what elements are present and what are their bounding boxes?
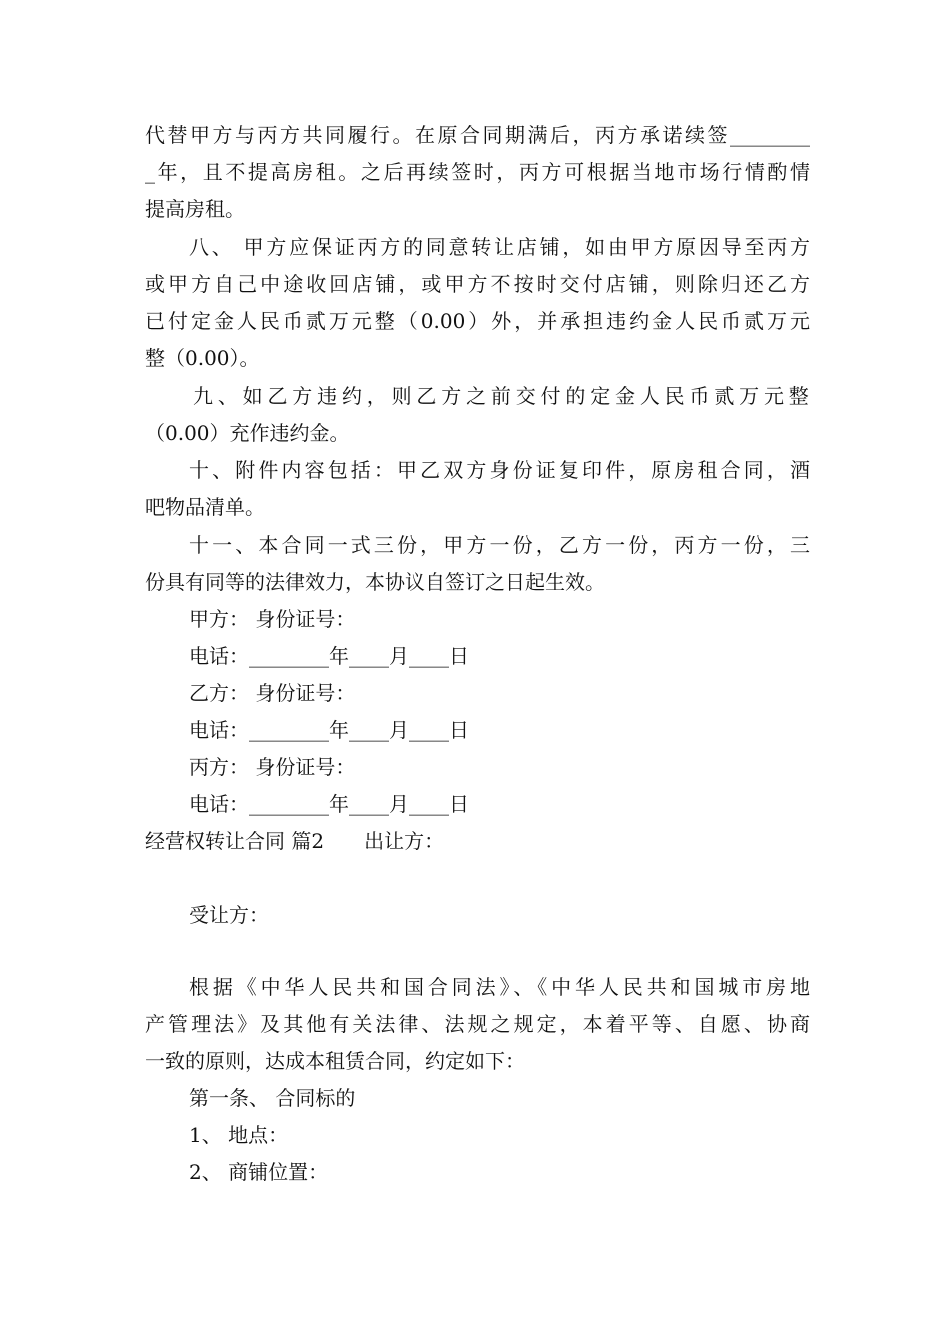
clause-ten-line: 十、附件内容包括：甲乙双方身份证复印件，原房租合同，酒 [189, 458, 810, 482]
item-shop-position: 2、 商铺位置： [189, 1160, 329, 1184]
party-b-id-line: 乙方： 身份证号： [189, 681, 356, 705]
clause-eight-line: 整（0.00）。 [145, 346, 260, 370]
basis-paragraph-line: 一致的原则，达成本租赁合同，约定如下： [145, 1049, 525, 1073]
clause-eight-line: 八、 甲方应保证丙方的同意转让店铺，如由甲方原因导至丙方 [189, 235, 810, 259]
party-b-phone-date-line: 电话：________年____月____日 [189, 718, 469, 742]
article-one-heading: 第一条、 合同标的 [189, 1086, 356, 1110]
clause-eleven-line: 份具有同等的法律效力，本协议自签订之日起生效。 [145, 570, 605, 594]
party-c-phone-date-line: 电话：________年____月____日 [189, 792, 469, 816]
clause-nine-line: （0.00）充作违约金。 [145, 421, 350, 445]
item-location: 1、 地点： [189, 1123, 289, 1147]
section-heading: 经营权转让合同 篇2 出让方： [145, 829, 445, 853]
clause-nine-line: 九、如乙方违约，则乙方之前交付的定金人民币贰万元整 [193, 384, 810, 408]
paragraph-line: _年，且不提高房租。之后再续签时，丙方可根据当地市场行情酌情 [145, 160, 810, 184]
basis-paragraph-line: 根据《中华人民共和国合同法》、《中华人民共和国城市房地 [189, 975, 810, 999]
basis-paragraph-line: 产管理法》及其他有关法律、法规之规定，本着平等、自愿、协商 [145, 1012, 810, 1036]
clause-eleven-line: 十一、本合同一式三份，甲方一份，乙方一份，丙方一份，三 [189, 533, 810, 557]
paragraph-line: 提高房租。 [145, 197, 245, 221]
paragraph-line: 代替甲方与丙方共同履行。在原合同期满后，丙方承诺续签________ [145, 123, 810, 147]
party-c-id-line: 丙方： 身份证号： [189, 755, 356, 779]
clause-ten-line: 吧物品清单。 [145, 495, 265, 519]
clause-eight-line: 已付定金人民币贰万元整（0.00）外，并承担违约金人民币贰万元 [145, 309, 810, 333]
clause-eight-line: 或甲方自己中途收回店铺，或甲方不按时交付店铺，则除归还乙方 [145, 272, 810, 296]
party-a-id-line: 甲方： 身份证号： [189, 607, 356, 631]
transferee-line: 受让方： [189, 903, 269, 927]
party-a-phone-date-line: 电话：________年____月____日 [189, 644, 469, 668]
